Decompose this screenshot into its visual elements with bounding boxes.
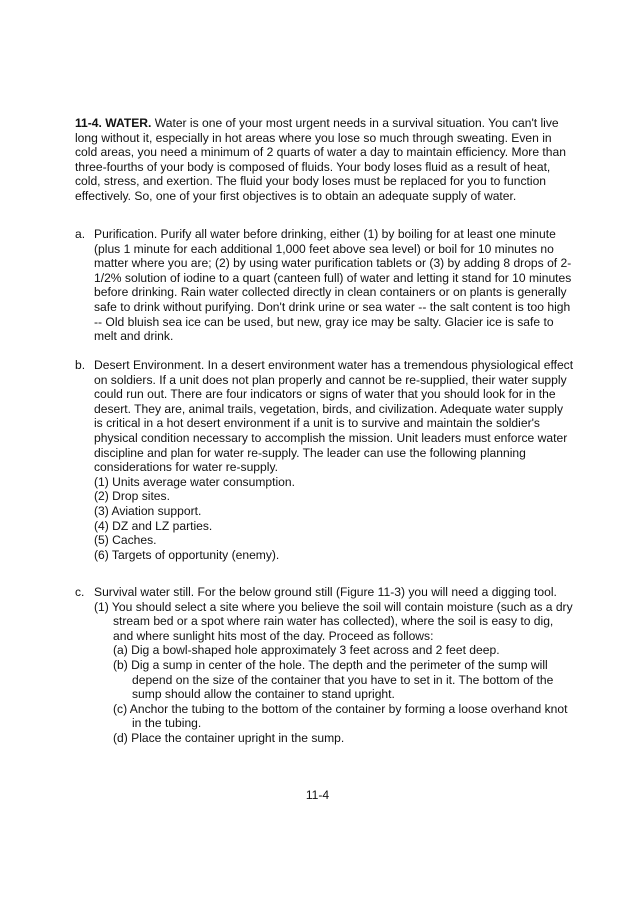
section-c-marker: c. (75, 585, 85, 599)
section-b-text: Desert Environment. In a desert environment water has a tremendous physiological effect on soldiers. If a unit does not plan properly and cannot be re-supplied, their water supply could run out. There are four indicators or signs of water that you should look for in the desert. They are, animal trails, vegetation, birds, and civilization. Adequate water supply is critical in a hot desert environment if a unit is to survive and maintain the soldier's physical condition necessary to accomplish the mission. Unit leaders must enforce water discipline and plan for water re-supply. The leader can use the following planning considerations for water re-supply. (94, 358, 574, 475)
substep: (a) Dig a bowl-shaped hole approximately 3 feet across and 2 feet deep. (113, 643, 500, 658)
substep: (c) Anchor the tubing to the bottom of the container by forming a loose overhand knot in the tubing. (113, 701, 568, 731)
step-1: (1) You should select a site where you believe the soil will contain moisture (such as a dry stream bed or a spot where rain water has collected), where the soil is easy to dig, and where sunlight hits most of the day. Proceed as follows: (94, 599, 573, 643)
section-a (75, 227, 575, 344)
list-item: (2) Drop sites. (94, 489, 170, 504)
section-b-marker: b. (75, 358, 86, 372)
section-a-marker: a. (75, 227, 86, 241)
substep: (b) Dig a sump in center of the hole. The depth and the perimeter of the sump will depend on the size of the container that you have to set in it. The bottom of the sump should allow the container to stand upright. (113, 657, 554, 702)
intro-paragraph (75, 116, 575, 204)
section-c-text: Survival water still. For the below ground still (Figure 11-3) you will need a digging tool. (94, 585, 557, 599)
section-heading: 11-4. WATER. (75, 116, 152, 130)
substep: (d) Place the container upright in the sump. (113, 730, 345, 745)
list-item: (3) Aviation support. (94, 503, 202, 518)
list-item: (4) DZ and LZ parties. (94, 518, 213, 533)
intro-text: Water is one of your most urgent needs in a survival situation. You can't live long without it, especially in hot areas where you lose so much through sweating. Even in cold areas, you need a minimum of 2 quarts of water a day to maintain efficiency. More than three-fourths of your body is composed of fluids. Your body loses fluid as a result of heat, cold, stress, and exertion. The fluid your body loses must be replaced for you to function effectively. So, one of your first objectives is to obtain an adequate supply of water. (75, 116, 566, 203)
list-item: (5) Caches. (94, 533, 157, 548)
list-item: (1) Units average water consumption. (94, 474, 295, 489)
section-b (75, 358, 575, 562)
list-item: (6) Targets of opportunity (enemy). (94, 547, 280, 562)
section-c (75, 585, 575, 746)
section-a-text: Purification. Purify all water before drinking, either (1) by boiling for at least one minute (plus 1 minute for each additional 1,000 feet above sea level) or boil for 10 minutes no matter where you are; (2) by using water purification tablets or (3) by adding 8 drops of 2-1/2% solution of iodine to a quart (canteen full) of water and letting it stand for 10 minutes before drinking. Rain water collected directly in clean containers or on plants is generally safe to drink without purifying. Don't drink urine or sea water -- the salt content is too high -- Old bluish sea ice can be used, but new, gray ice may be salty. Glacier ice is safe to melt and drink. (94, 227, 572, 344)
page-number: 11-4 (305, 788, 330, 802)
